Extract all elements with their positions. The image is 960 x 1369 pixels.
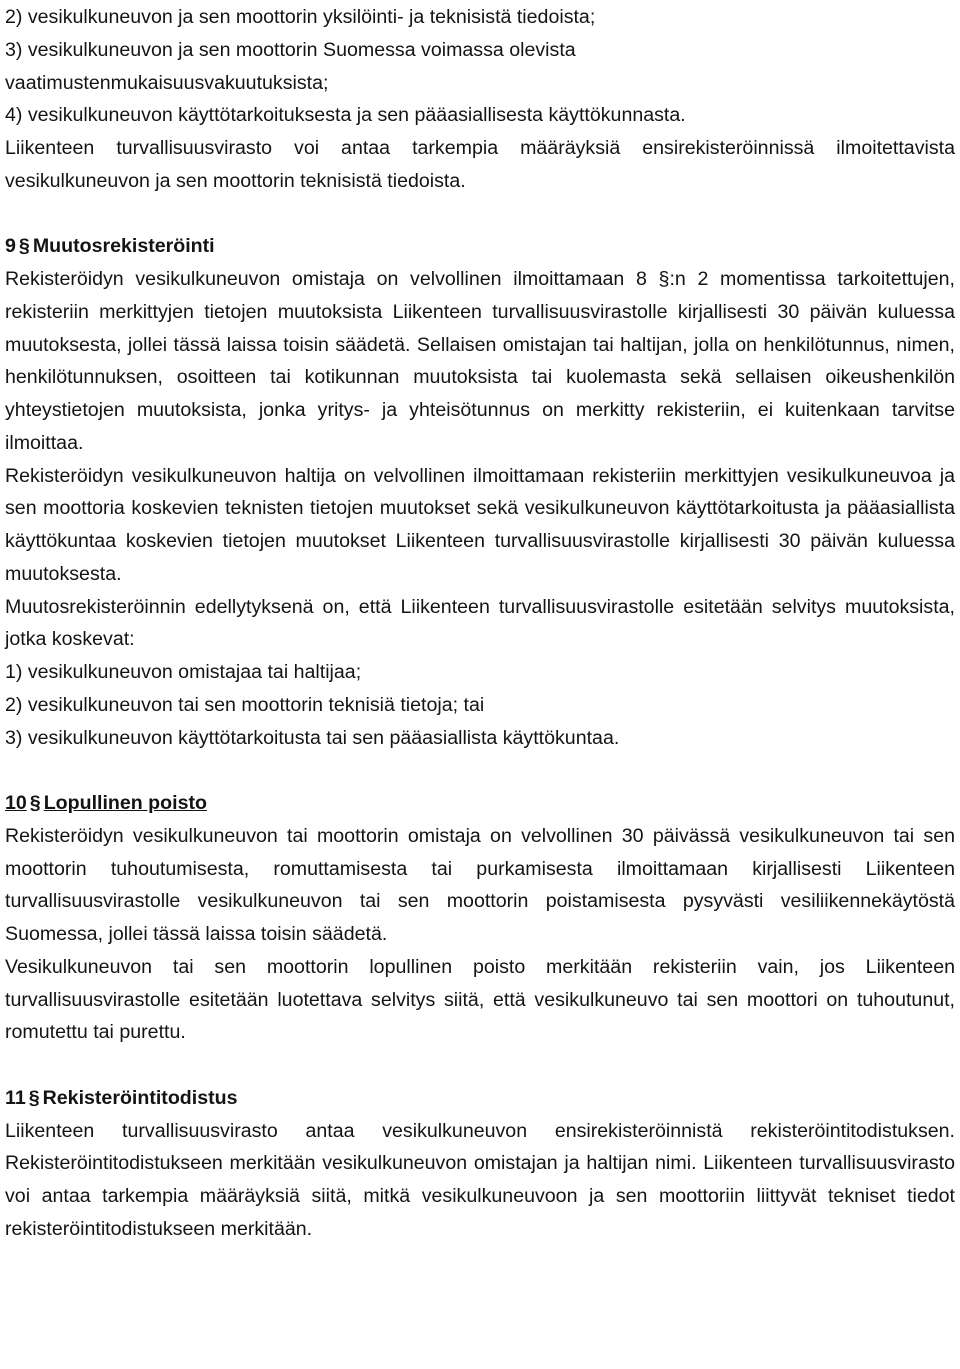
- spacer: [5, 198, 955, 231]
- paragraph: Muutosrekisteröinnin edellytyksenä on, että Liikenteen turvallisuusvirastolle esitetään selvitys muutoksista, jotka koskevat:: [5, 595, 955, 651]
- section-sign: §: [28, 1086, 40, 1109]
- list-item: 4) vesikulkuneuvon käyttötarkoituksesta ja sen pääasiallisesta käyttökunnasta.: [5, 104, 686, 127]
- list-item: vaatimustenmukaisuusvakuutuksista;: [5, 71, 329, 94]
- spacer: [5, 1049, 955, 1082]
- continued-list: [5, 0, 955, 198]
- section-heading: [5, 787, 955, 820]
- section-title: Muutosrekisteröinti: [32, 235, 215, 258]
- paragraph: Liikenteen turvallisuusvirasto voi antaa tarkempia määräyksiä ensirekisteröinnissä ilmoitettavista vesikulkuneuvon ja sen moottorin teknisistä tiedoista.: [5, 137, 955, 192]
- section-sign: §: [18, 235, 30, 258]
- paragraph: Liikenteen turvallisuusvirasto antaa vesikulkuneuvon ensirekisteröinnistä rekisteröintitodistuksen. Rekisteröintitodistukseen merkitään vesikulkuneuvon omistajan ja haltijan nimi. Liikenteen turvallisuusvirasto voi antaa tarkempia määräyksiä siitä, mitkä vesikulkuneuvoon ja sen moottoriin liittyvät tekniset tiedot rekisteröintitodistukseen merkitään.: [5, 1119, 955, 1240]
- section-sign: §: [29, 792, 41, 814]
- list-item: 1) vesikulkuneuvon omistajaa tai haltijaa;: [5, 661, 362, 683]
- spacer: [5, 754, 955, 787]
- list-item: 2) vesikulkuneuvon ja sen moottorin yksilöinti- ja teknisistä tiedoista;: [5, 6, 596, 28]
- section-number: 9: [5, 235, 16, 258]
- section-10: [5, 787, 955, 1049]
- section-11: [5, 1082, 955, 1246]
- list-item: 3) vesikulkuneuvon ja sen moottorin Suomessa voimassa olevista: [5, 38, 576, 61]
- paragraph: Rekisteröidyn vesikulkuneuvon omistaja on velvollinen ilmoittamaan 8 §:n 2 momentissa tarkoitettujen, rekisteriin merkittyjen tietojen muutoksista Liikenteen turvallisuusvirastolle kirjallisesti 30 päivän kuluessa muutoksesta, jollei tässä laissa toisin säädetä. Sellaisen omistajan tai haltijan, jolla on henkilötunnus, nimen, henkilötunnuksen, osoitteen tai kotikunnan muutoksista tai kuolemasta sekä sellaisen oikeushenkilön yhteystietojen muutoksista, jonka yritys- ja yhteisötunnus on merkitty rekisteriin, ei kuitenkaan tarvitse ilmoittaa.: [5, 268, 955, 454]
- paragraph: Rekisteröidyn vesikulkuneuvon tai moottorin omistaja on velvollinen 30 päivässä vesikulkuneuvon tai sen moottorin tuhoutumisesta, romuttamisesta tai purkamisesta ilmoittamaan kirjallisesti Liikenteen turvallisuusvirastolle vesikulkuneuvon tai sen moottorin poistamisesta pysyvästi vesiliikennekäytöstä Suomessa, jollei tässä laissa toisin säädetä.: [5, 824, 955, 945]
- list-item: 2) vesikulkuneuvon tai sen moottorin teknisiä tietoja; tai: [5, 693, 485, 716]
- section-title: Rekisteröintitodistus: [42, 1086, 238, 1109]
- section-heading: [5, 1082, 955, 1115]
- section-heading: [5, 230, 955, 263]
- section-title: Lopullinen poisto: [43, 792, 207, 814]
- list-item: 3) vesikulkuneuvon käyttötarkoitusta tai sen pääasiallista käyttökuntaa.: [5, 726, 620, 749]
- section-number: 10: [5, 792, 27, 814]
- paragraph: Vesikulkuneuvon tai sen moottorin lopullinen poisto merkitään rekisteriin vain, jos Liikenteen turvallisuusvirastolle esitetään luotettava selvitys siitä, että vesikulkuneuvo tai sen moottori on tuhoutunut, romutettu tai purettu.: [5, 955, 955, 1044]
- section-9: [5, 230, 955, 754]
- section-number: 11: [5, 1086, 26, 1109]
- paragraph: Rekisteröidyn vesikulkuneuvon haltija on velvollinen ilmoittamaan rekisteriin merkittyjen vesikulkuneuvoa ja sen moottoria koskevien teknisten tietojen muutokset sekä vesikulkuneuvon käyttötarkoitusta ja pääasiallista käyttökuntaa koskevien tietojen muutokset Liikenteen turvallisuusvirastolle kirjallisesti 30 päivän kuluessa muutoksesta.: [5, 464, 955, 585]
